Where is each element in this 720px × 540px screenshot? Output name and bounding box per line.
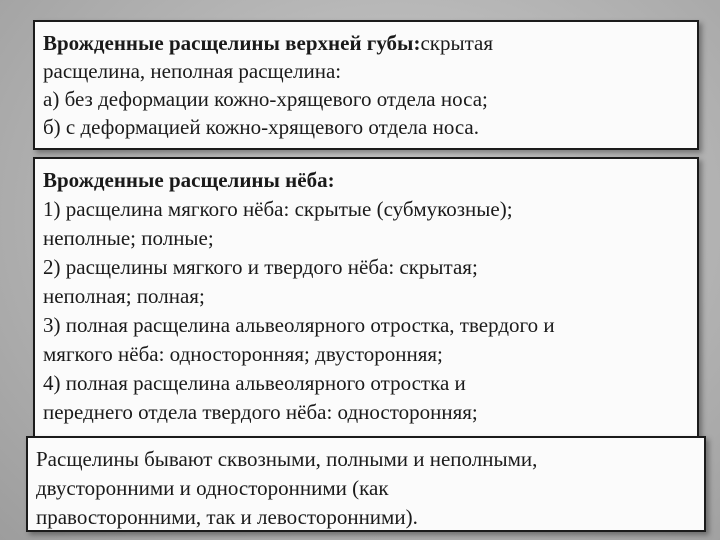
box2-line-1: 1) расщелина мягкого нёба: скрытые (субмукозные); — [43, 197, 513, 221]
box2-line-5: 3) полная расщелина альвеолярного отростка, твердого и — [43, 313, 555, 337]
box1-line-2: расщелина, неполная расщелина: — [43, 59, 342, 83]
upper-lip-cleft-text-box — [33, 20, 699, 150]
box2-line-4: неполная; полная; — [43, 284, 205, 308]
box2-line-7: 4) полная расщелина альвеолярного отростка и — [43, 371, 466, 395]
box2-line-6: мягкого нёба: односторонняя; двусторонняя; — [43, 342, 443, 366]
box1-line-1 — [43, 29, 689, 57]
box2-line-8: переднего отдела твердого нёба: односторонняя; — [43, 400, 478, 424]
box3-line-2: двусторонними и односторонними (как — [36, 476, 389, 500]
upper-lip-heading: Врожденные расщелины верхней губы: — [43, 31, 421, 55]
box2-line-3: 2) расщелины мягкого и твердого нёба: скрытая; — [43, 255, 478, 279]
palate-cleft-text-box — [33, 157, 699, 439]
upper-lip-heading-rest: скрытая — [420, 31, 493, 55]
box3-line-3: правосторонними, так и левосторонними). — [36, 505, 418, 529]
cleft-types-summary-box — [26, 436, 706, 532]
box1-line-4: б) с деформацией кожно-хрящевого отдела носа. — [43, 115, 480, 139]
box1-line-3: а) без деформации кожно-хрящевого отдела носа; — [43, 87, 488, 111]
box2-line-2: неполные; полные; — [43, 226, 214, 250]
box3-line-1: Расщелины бывают сквозными, полными и неполными, — [36, 447, 538, 471]
palate-heading: Врожденные расщелины нёба: — [43, 168, 335, 192]
